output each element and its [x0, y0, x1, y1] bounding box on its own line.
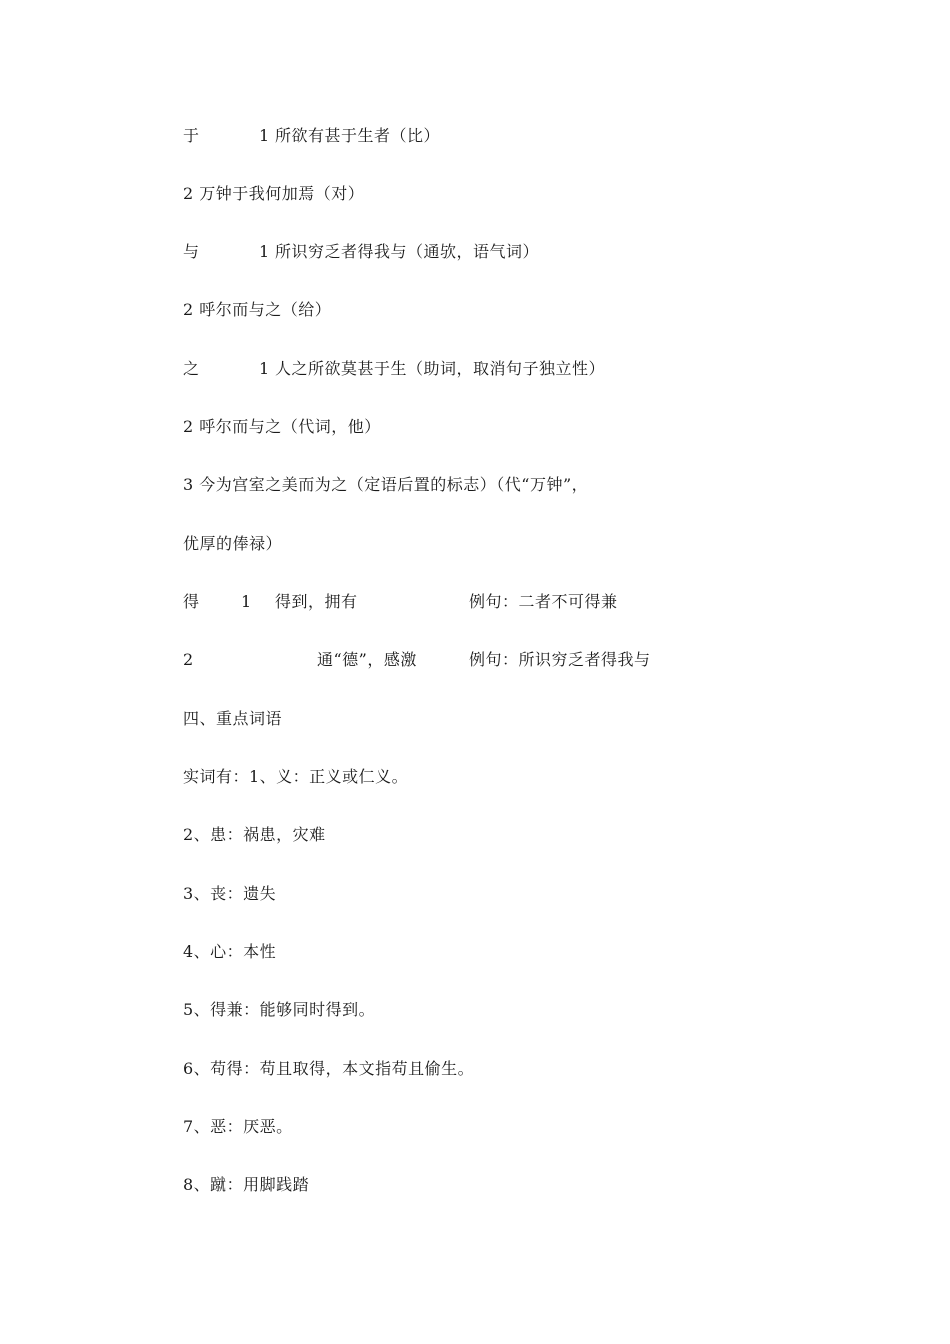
- document-page: 于 1 所欲有甚于生者（比） 2 万钟于我何加焉（对） 与 1 所识穷乏者得我与（通欤，语气词） 2 呼尔而与之（给） 之 1 人之所欲莫甚于生（助词，取消句子独立性） 2 呼尔而与之（代词，他） 3 今为宫室之美而为之（定语后置的标志）（代“万钟”， 优厚的俸禄） 得 1 得到，拥有 例句：二者不可得兼 2 通“德”，感激 例句：所识穷乏者得我与 四、重点词语 实词有：1、义：正义或仁义。 2、患：祸患，灾难 3、丧：遗失 4、心：本性 5、得兼：能够同时得到。 6、苟得：苟且取得，本文指苟且偷生。 7、恶：厌恶。 8、蹴：用脚践踏: [183, 126, 651, 1194]
- sense-number: 1: [241, 592, 252, 611]
- sense-text: 所识穷乏者得我与（通欤，语气词）: [275, 242, 540, 261]
- sense-meaning: 得到，拥有: [275, 592, 358, 611]
- term-label: 得: [183, 592, 200, 611]
- sense-text: 2 呼尔而与之（代词，他）: [183, 417, 381, 436]
- sense-number: 1: [259, 126, 270, 145]
- sense-text: 优厚的俸禄）: [183, 534, 283, 553]
- sense-number: 1: [259, 242, 270, 261]
- sense-text: 2 呼尔而与之（给）: [183, 300, 332, 319]
- sense-text: 3 今为宫室之美而为之（定语后置的标志）（代“万钟”，: [183, 475, 589, 494]
- sense-number: 1: [259, 359, 270, 378]
- sense-meaning: 通“德”，感激: [317, 650, 417, 669]
- sense-text: 所欲有甚于生者（比）: [275, 126, 441, 145]
- term-label: 于: [183, 126, 200, 145]
- sense-example: 例句：所识穷乏者得我与: [469, 650, 651, 669]
- sense-number: 2: [183, 650, 194, 669]
- term-label: 与: [183, 242, 200, 261]
- sense-example: 例句：二者不可得兼: [469, 592, 618, 611]
- sense-text: 人之所欲莫甚于生（助词，取消句子独立性）: [275, 359, 606, 378]
- sense-text: 2 万钟于我何加焉（对）: [183, 184, 365, 203]
- term-label: 之: [183, 359, 200, 378]
